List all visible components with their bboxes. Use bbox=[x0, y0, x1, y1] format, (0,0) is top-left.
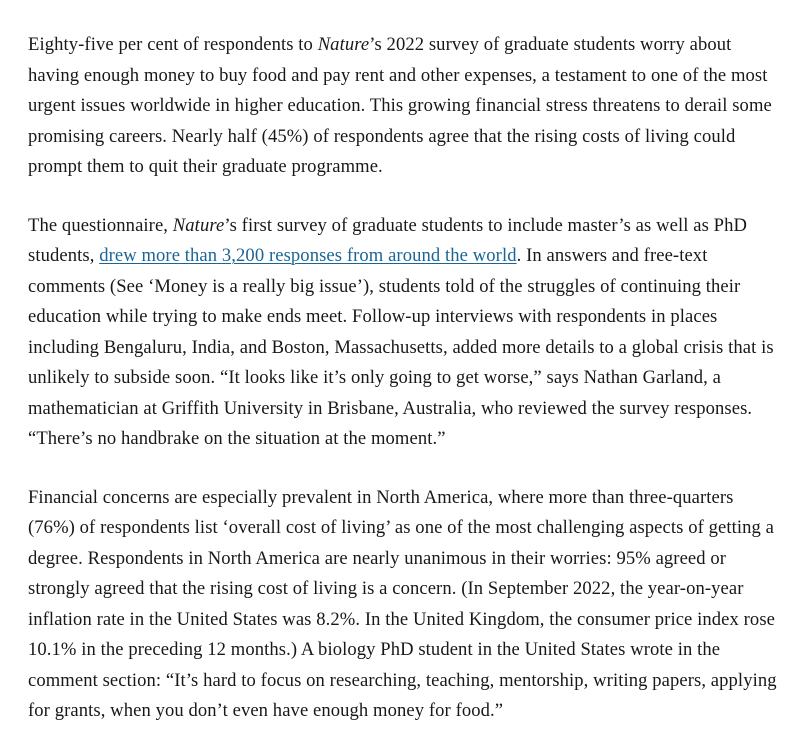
paragraph-3 bbox=[28, 483, 778, 727]
paragraph-text: ’s first survey of graduate students to include master’s as well as PhD students, bbox=[28, 214, 747, 266]
paragraph-text: . In answers and free-text comments (See ‘Money is a really big issue’), students told of the struggles of continuing their education while trying to make ends meet. Follow-up interviews with respondents in places including Bengaluru, India, and Boston, Massachusetts, added more details to a global crisis that is unlikely to subside soon. “It looks like it’s only going to get worse,” says Nathan Garland, a mathematician at Griffith University in Brisbane, Australia, who reviewed the survey responses. “There’s no handbrake on the situation at the moment.” bbox=[28, 245, 774, 449]
emphasis-text: Nature bbox=[317, 34, 370, 55]
paragraph-text: Eighty-five per cent of respondents to bbox=[28, 34, 318, 55]
survey-results-link[interactable]: drew more than 3,200 responses from around the world bbox=[99, 245, 517, 266]
paragraph-2 bbox=[28, 211, 778, 455]
paragraph-text: ’s 2022 survey of graduate students worry about having enough money to buy food and pay rent and other expenses, a testament to one of the most urgent issues worldwide in higher education. This growing financial stress threatens to derail some promising careers. Nearly half (45%) of respondents agree that the rising costs of living could prompt them to quit their graduate programme. bbox=[28, 34, 772, 177]
paragraph-text: The questionnaire, bbox=[28, 214, 173, 236]
paragraph-1 bbox=[28, 30, 778, 183]
paragraph-text: Financial concerns are especially prevalent in North America, where more than three-quarters (76%) of respondents list ‘overall cost of living’ as one of the most challenging aspects of getting a degree. Respondents in North America are nearly unanimous in their worries: 95% agreed or strongly agreed that the rising cost of living is a concern. (In September 2022, the year-on-year inflation rate in the United States was 8.2%. In the United Kingdom, the consumer price index rose 10.1% in the preceding 12 months.) A biology PhD student in the United States wrote in the comment section: “It’s hard to focus on researching, teaching, mentorship, writing papers, applying for grants, when you don’t even have enough money for food.” bbox=[28, 486, 777, 721]
emphasis-text: Nature bbox=[172, 214, 225, 236]
